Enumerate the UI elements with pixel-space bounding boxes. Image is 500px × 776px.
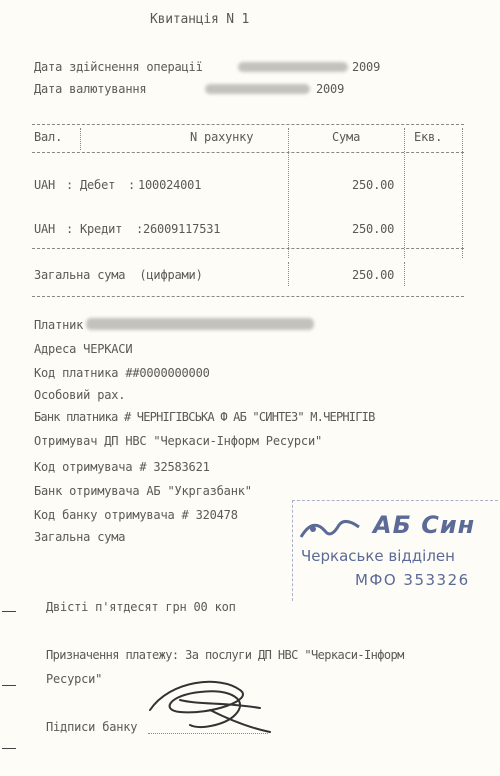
- total-label: Загальна сума (цифрами): [34, 268, 203, 282]
- bank-emblem-icon: [299, 515, 363, 545]
- row-1-currency: UAH: [34, 178, 56, 192]
- column-header-account: N рахунку: [190, 130, 254, 144]
- payer-code: Код платника ##0000000000: [34, 366, 210, 380]
- payment-purpose-line-1: Призначення платежу: За послуги ДП НВС "Черкаси-Інформ: [46, 648, 404, 662]
- row-2-account: 26009117531: [143, 222, 221, 236]
- margin-mark: [2, 685, 16, 686]
- margin-mark: [2, 748, 16, 749]
- handwritten-signature: [140, 670, 280, 740]
- table-header-border: [32, 152, 464, 153]
- column-header-amount: Сума: [332, 130, 361, 144]
- recipient-bank-code: Код банку отримувача # 320478: [34, 508, 238, 522]
- margin-mark: [2, 611, 16, 612]
- stamp-branch: Черкаське відділен: [301, 547, 455, 565]
- payer-personal-account: Особовий рах.: [34, 388, 126, 402]
- redacted-date-value: [205, 84, 310, 94]
- column-header-equivalent: Екв.: [414, 130, 443, 144]
- bank-signatures-label: Підписи банку: [46, 720, 138, 734]
- row-1-account: 100024001: [138, 178, 202, 192]
- col-divider: [462, 128, 463, 258]
- row-2-amount: 250.00: [352, 222, 395, 236]
- col-divider: [288, 128, 289, 258]
- stamp-bank-name: АБ Син: [373, 511, 476, 539]
- row-1-sep: :: [66, 178, 74, 192]
- row-2-sep: :: [66, 222, 74, 236]
- row-2-side: Кредит: [80, 222, 123, 236]
- recipient-bank: Банк отримувача АБ "Укргазбанк": [34, 484, 252, 498]
- row-2-sep2: :: [136, 222, 144, 236]
- payer-label: Платник: [34, 318, 84, 332]
- row-1-amount: 250.00: [352, 178, 395, 192]
- recipient-code: Код отримувача # 32583621: [34, 460, 210, 474]
- amount-in-words: Двісті п'ятдесят грн 00 коп: [46, 600, 236, 614]
- col-divider: [404, 128, 405, 258]
- stamp-mfo: МФО 353326: [355, 571, 470, 589]
- row-2-currency: UAH: [34, 222, 56, 236]
- row-1-sep2: :: [128, 178, 136, 192]
- recipient: Отримувач ДП НВС "Черкаси-Інформ Ресурси": [34, 434, 323, 448]
- redacted-payer-name: [86, 318, 314, 330]
- total-amount: 250.00: [352, 268, 395, 282]
- col-divider: [288, 262, 289, 286]
- column-header-currency: Вал.: [34, 130, 63, 144]
- bank-stamp: [292, 500, 498, 601]
- table-bottom-border: [32, 296, 464, 297]
- col-divider: [80, 128, 81, 150]
- col-divider: [404, 262, 405, 286]
- date-operation-label: Дата здійснення операції: [34, 60, 203, 74]
- date-value-label: Дата валютування: [34, 82, 147, 96]
- redacted-date-operation: [238, 62, 348, 72]
- row-1-side: Дебет: [80, 178, 116, 192]
- table-top-border: [32, 124, 464, 125]
- payment-purpose-line-2: Ресурси": [46, 672, 103, 686]
- date-value-year: 2009: [316, 82, 345, 96]
- payer-bank: Банк платника # ЧЕРНІГІВСЬКА Ф АБ "СИНТЕЗ" М.ЧЕРНІГІВ: [34, 410, 375, 424]
- receipt-title: Квитанція N 1: [150, 12, 250, 27]
- total-sum-label: Загальна сума: [34, 530, 126, 544]
- payer-address: Адреса ЧЕРКАСИ: [34, 342, 133, 356]
- table-row-border: [32, 248, 464, 249]
- date-operation-year: 2009: [352, 60, 381, 74]
